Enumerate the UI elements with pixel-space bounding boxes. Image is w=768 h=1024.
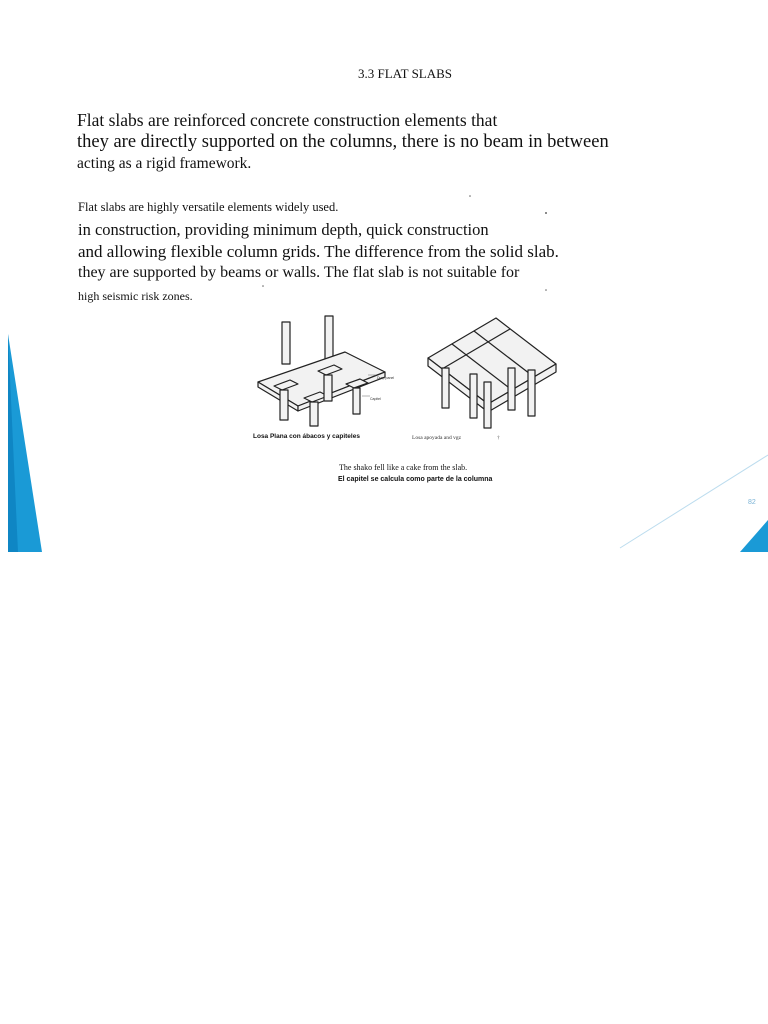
drop-panel-label: Drop panel xyxy=(377,376,395,380)
body-line: Flat slabs are reinforced concrete construction elements that xyxy=(77,110,498,130)
body-line: they are supported by beams or walls. The flat slab is not suitable for xyxy=(78,264,520,281)
body-line: Flat slabs are highly versatile elements widely used. xyxy=(78,200,339,214)
note-line-bold: El capitel se calcula como parte de la columna xyxy=(338,476,493,483)
right-accent-line xyxy=(620,455,768,548)
note-line: The shako fell like a cake from the slab. xyxy=(339,463,468,472)
slab-on-beams-illustration xyxy=(422,312,562,432)
speck xyxy=(545,212,547,214)
body-line: they are directly supported on the columns, there is no beam in between xyxy=(77,132,609,152)
body-line: acting as a rigid framework. xyxy=(77,155,252,172)
body-line: high seismic risk zones. xyxy=(78,289,193,303)
flat-slab-with-drop-panels-illustration xyxy=(250,314,400,428)
body-line: and allowing flexible column grids. The difference from the solid slab. xyxy=(78,242,559,261)
right-accent-shape xyxy=(740,520,768,552)
figure-caption-right: Losa apoyada and vgz xyxy=(412,435,462,441)
page-title: 3.3 FLAT SLABS xyxy=(358,66,453,81)
speck xyxy=(545,289,547,291)
figure-caption-left: Losa Plana con ábacos y capiteles xyxy=(253,433,360,440)
body-line: in construction, providing minimum depth, quick construction xyxy=(78,220,489,239)
capital-label: Capitel xyxy=(370,397,381,401)
speck xyxy=(262,285,264,287)
figure-caption-right-mark: † xyxy=(497,435,500,441)
page-number: 82 xyxy=(748,499,756,506)
speck xyxy=(469,195,471,197)
